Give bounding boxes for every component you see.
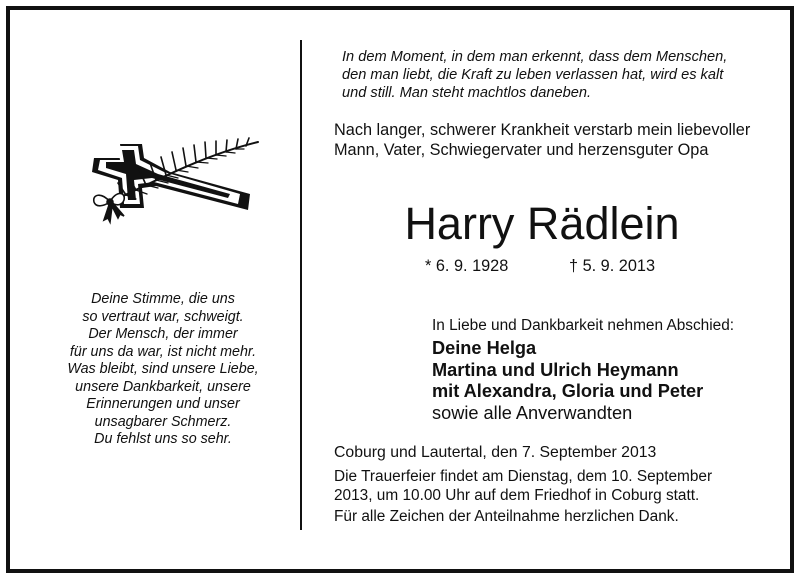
quote-line: In dem Moment, in dem man erkennt, dass dem Menschen, — [342, 49, 728, 65]
quote-line: und still. Man steht machtlos daneben. — [342, 85, 592, 101]
poem-line: unsere Dankbarkeit, unsere — [75, 378, 251, 395]
death-date: † 5. 9. 2013 — [569, 257, 656, 275]
poem-line: Du fehlst uns so sehr. — [94, 431, 232, 447]
mourner-name: mit Alexandra, Gloria und Peter — [432, 381, 704, 401]
funeral-line: 2013, um 10.00 Uhr auf dem Friedhof in Coburg statt. — [334, 486, 700, 504]
poem-line: Erinnerungen und unser — [86, 396, 240, 412]
memorial-poem — [40, 291, 286, 449]
death-announcement — [334, 121, 774, 160]
funeral-notice — [334, 468, 774, 505]
mourners-block — [432, 316, 782, 424]
poem-line: für uns da war, ist nicht mehr. — [69, 343, 257, 360]
quote-line: den man liebt, die Kraft zu leben verlassen hat, wird es kalt — [342, 67, 724, 83]
poem-line: unsagbarer Schmerz. — [94, 413, 232, 430]
announcement-line: Mann, Vater, Schwiegervater und herzensguter Opa — [334, 140, 709, 159]
poem-line: so vertraut war, schweigt. — [82, 308, 244, 325]
poem-line: Der Mensch, der immer — [88, 326, 238, 342]
thanks-note: Für alle Zeichen der Anteilnahme herzlichen Dank. — [334, 508, 679, 525]
birth-date: * 6. 9. 1928 — [425, 257, 509, 275]
mourner-name: Martina und Ulrich Heymann — [432, 359, 679, 380]
place-and-date: Coburg und Lautertal, den 7. September 2013 — [334, 444, 657, 461]
poem-line: Deine Stimme, die uns — [91, 291, 235, 307]
funeral-line: Die Trauerfeier findet am Dienstag, dem 10. September — [334, 468, 713, 485]
farewell-heading: In Liebe und Dankbarkeit nehmen Abschied: — [432, 317, 735, 334]
other-relatives: sowie alle Anverwandten — [432, 402, 633, 423]
opening-quote — [342, 48, 762, 102]
mourner-name: Deine Helga — [432, 338, 537, 358]
poem-line: Was bleibt, sind unsere Liebe, — [67, 361, 259, 377]
column-divider — [300, 40, 302, 530]
announcement-line: Nach langer, schwerer Krankheit verstarb mein liebevoller — [334, 121, 751, 139]
ribbon-bow-icon — [94, 194, 125, 223]
cross-palm-branch-icon — [80, 128, 270, 228]
deceased-name: Harry Rädlein — [404, 198, 680, 249]
